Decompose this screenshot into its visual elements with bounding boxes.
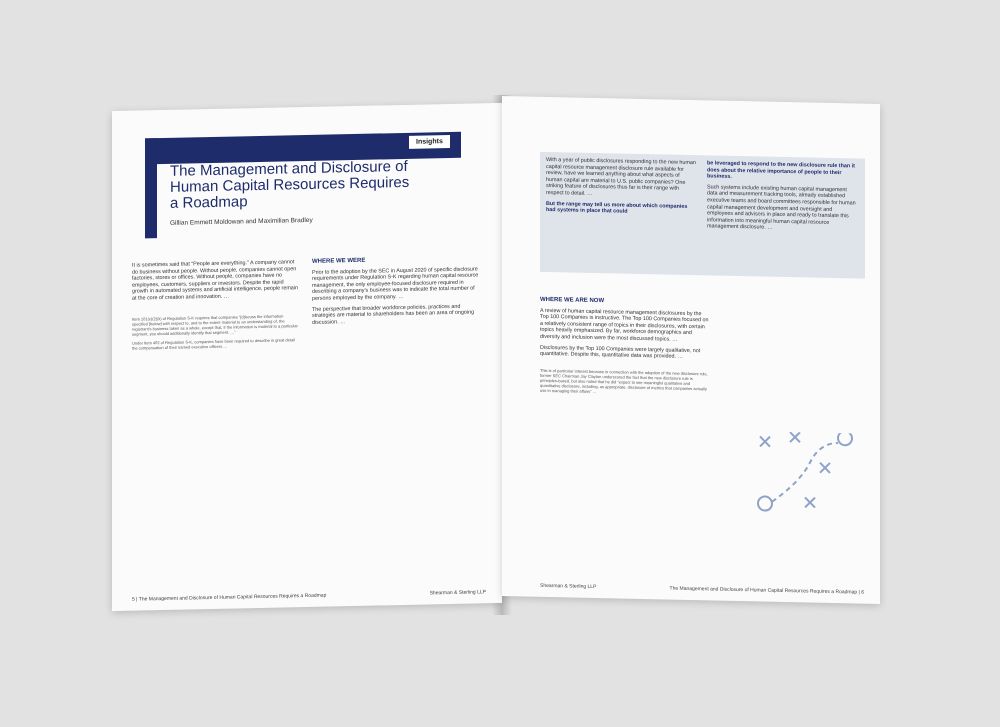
section-heading: WHERE WE ARE NOW bbox=[540, 296, 605, 305]
right-page bbox=[502, 96, 880, 604]
insights-badge: Insights bbox=[409, 135, 450, 149]
paragraph: With a year of public disclosures responding to the new human capital resource management disclosure rule available for review, have we learned anything about what aspects of human capital are material to U.S. public companies? One striking feature of disclosures thus far is their range with respect to detail. … bbox=[546, 156, 696, 197]
article-title: The Management and Disclosure of Human Capital Resources Requires a Roadmap bbox=[170, 157, 410, 212]
left-column-2 bbox=[312, 255, 484, 330]
callout-emphasis: But the range may tell us more about which companies had systems in place that could bbox=[546, 200, 688, 215]
paragraph: A review of human capital resource management disclosures by the Top 100 Companies is instructive. The Top 100 Companies focused on a relatively consistent range of topics in their disclosures, with certain topics heavily emphasized. By far, workforce demographics and diversity and inclusion were the most discussed topics. … bbox=[540, 307, 709, 343]
right-column-1 bbox=[540, 297, 710, 400]
paragraph: Disclosures by the Top 100 Companies were largely qualitative, not quantitative. Despite this, quantitative data was provided. … bbox=[540, 344, 701, 360]
footnote-1: Item 101(c)(2)(ii) of Regulation S-K requires that companies “[d]iscuss the information specified [below] with respect to, and to the extent material to an understanding of, the registrant’s business taken as a whole, except that, if the information is material to a particular segment, you should additionally identify that segment. …” bbox=[132, 313, 298, 337]
strategy-diagram-icon bbox=[750, 431, 860, 523]
header-accent bbox=[145, 138, 157, 238]
page-footer-brand: Shearman & Sterling LLP bbox=[540, 582, 597, 591]
paragraph: The perspective that broader workforce policies, practices and strategies are material to shareholders has been an area of ongoing discussion. … bbox=[312, 303, 475, 326]
footnote-2: Under Item 402 of Regulation S-K, companies have been required to describe in great detail the compensation of their named executive officers … bbox=[132, 336, 295, 351]
callout-emphasis: be leveraged to respond to the new disclosure rule than it does about the relative importance of people to their business. bbox=[707, 160, 855, 181]
paragraph: Prior to the adoption by the SEC in August 2020 of specific disclosure requirements under Regulation S-K regarding human capital resource management, the only employee-focused disclosure required in describing a company’s business was to indicate the total number of persons employed by the company. … bbox=[312, 266, 479, 302]
callout-right bbox=[707, 160, 857, 237]
left-page bbox=[112, 103, 502, 611]
footnote-3: This is of particular interest because in connection with the adoption of the new disclosure rule, former SEC Chairman Jay Clayton underscored the fact that the new disclosure rule is principles-based, but also noted that he did “expect to see meaningful qualitative and quantitative disclosure, including, as appropriate, disclosure of metrics that companies actually use in managing their affairs” … bbox=[540, 367, 708, 394]
paragraph: Such systems include existing human capital management data and measurement tracking tools, already established executive teams and board committees responsible for human capital management development and oversight and employees and advisors in place and ready to translate this information into meaningful human capital resource management disclosure. … bbox=[707, 184, 856, 232]
page-footer: The Management and Disclosure of Human Capital Resources Requires a Roadmap | 6 bbox=[669, 585, 864, 596]
callout-left bbox=[546, 157, 696, 221]
paragraph: It is sometimes said that “People are everything.” A company cannot do business without people. Without people, companies cannot open factories, stores or offices. Without people, companies have no employees, customers, suppliers or investors. Despite the rapid growth in automated systems and artificial intelligence, people remain at the core of creation and innovation. … bbox=[132, 259, 298, 302]
section-heading: WHERE WE WERE bbox=[312, 257, 366, 265]
left-column-1 bbox=[132, 259, 300, 354]
article-authors: Gillian Emmett Moldowan and Maximilian Bradley bbox=[170, 216, 313, 227]
page-footer-brand: Shearman & Sterling LLP bbox=[429, 589, 486, 597]
page-footer: 5 | The Management and Disclosure of Human Capital Resources Requires a Roadmap bbox=[132, 592, 327, 603]
